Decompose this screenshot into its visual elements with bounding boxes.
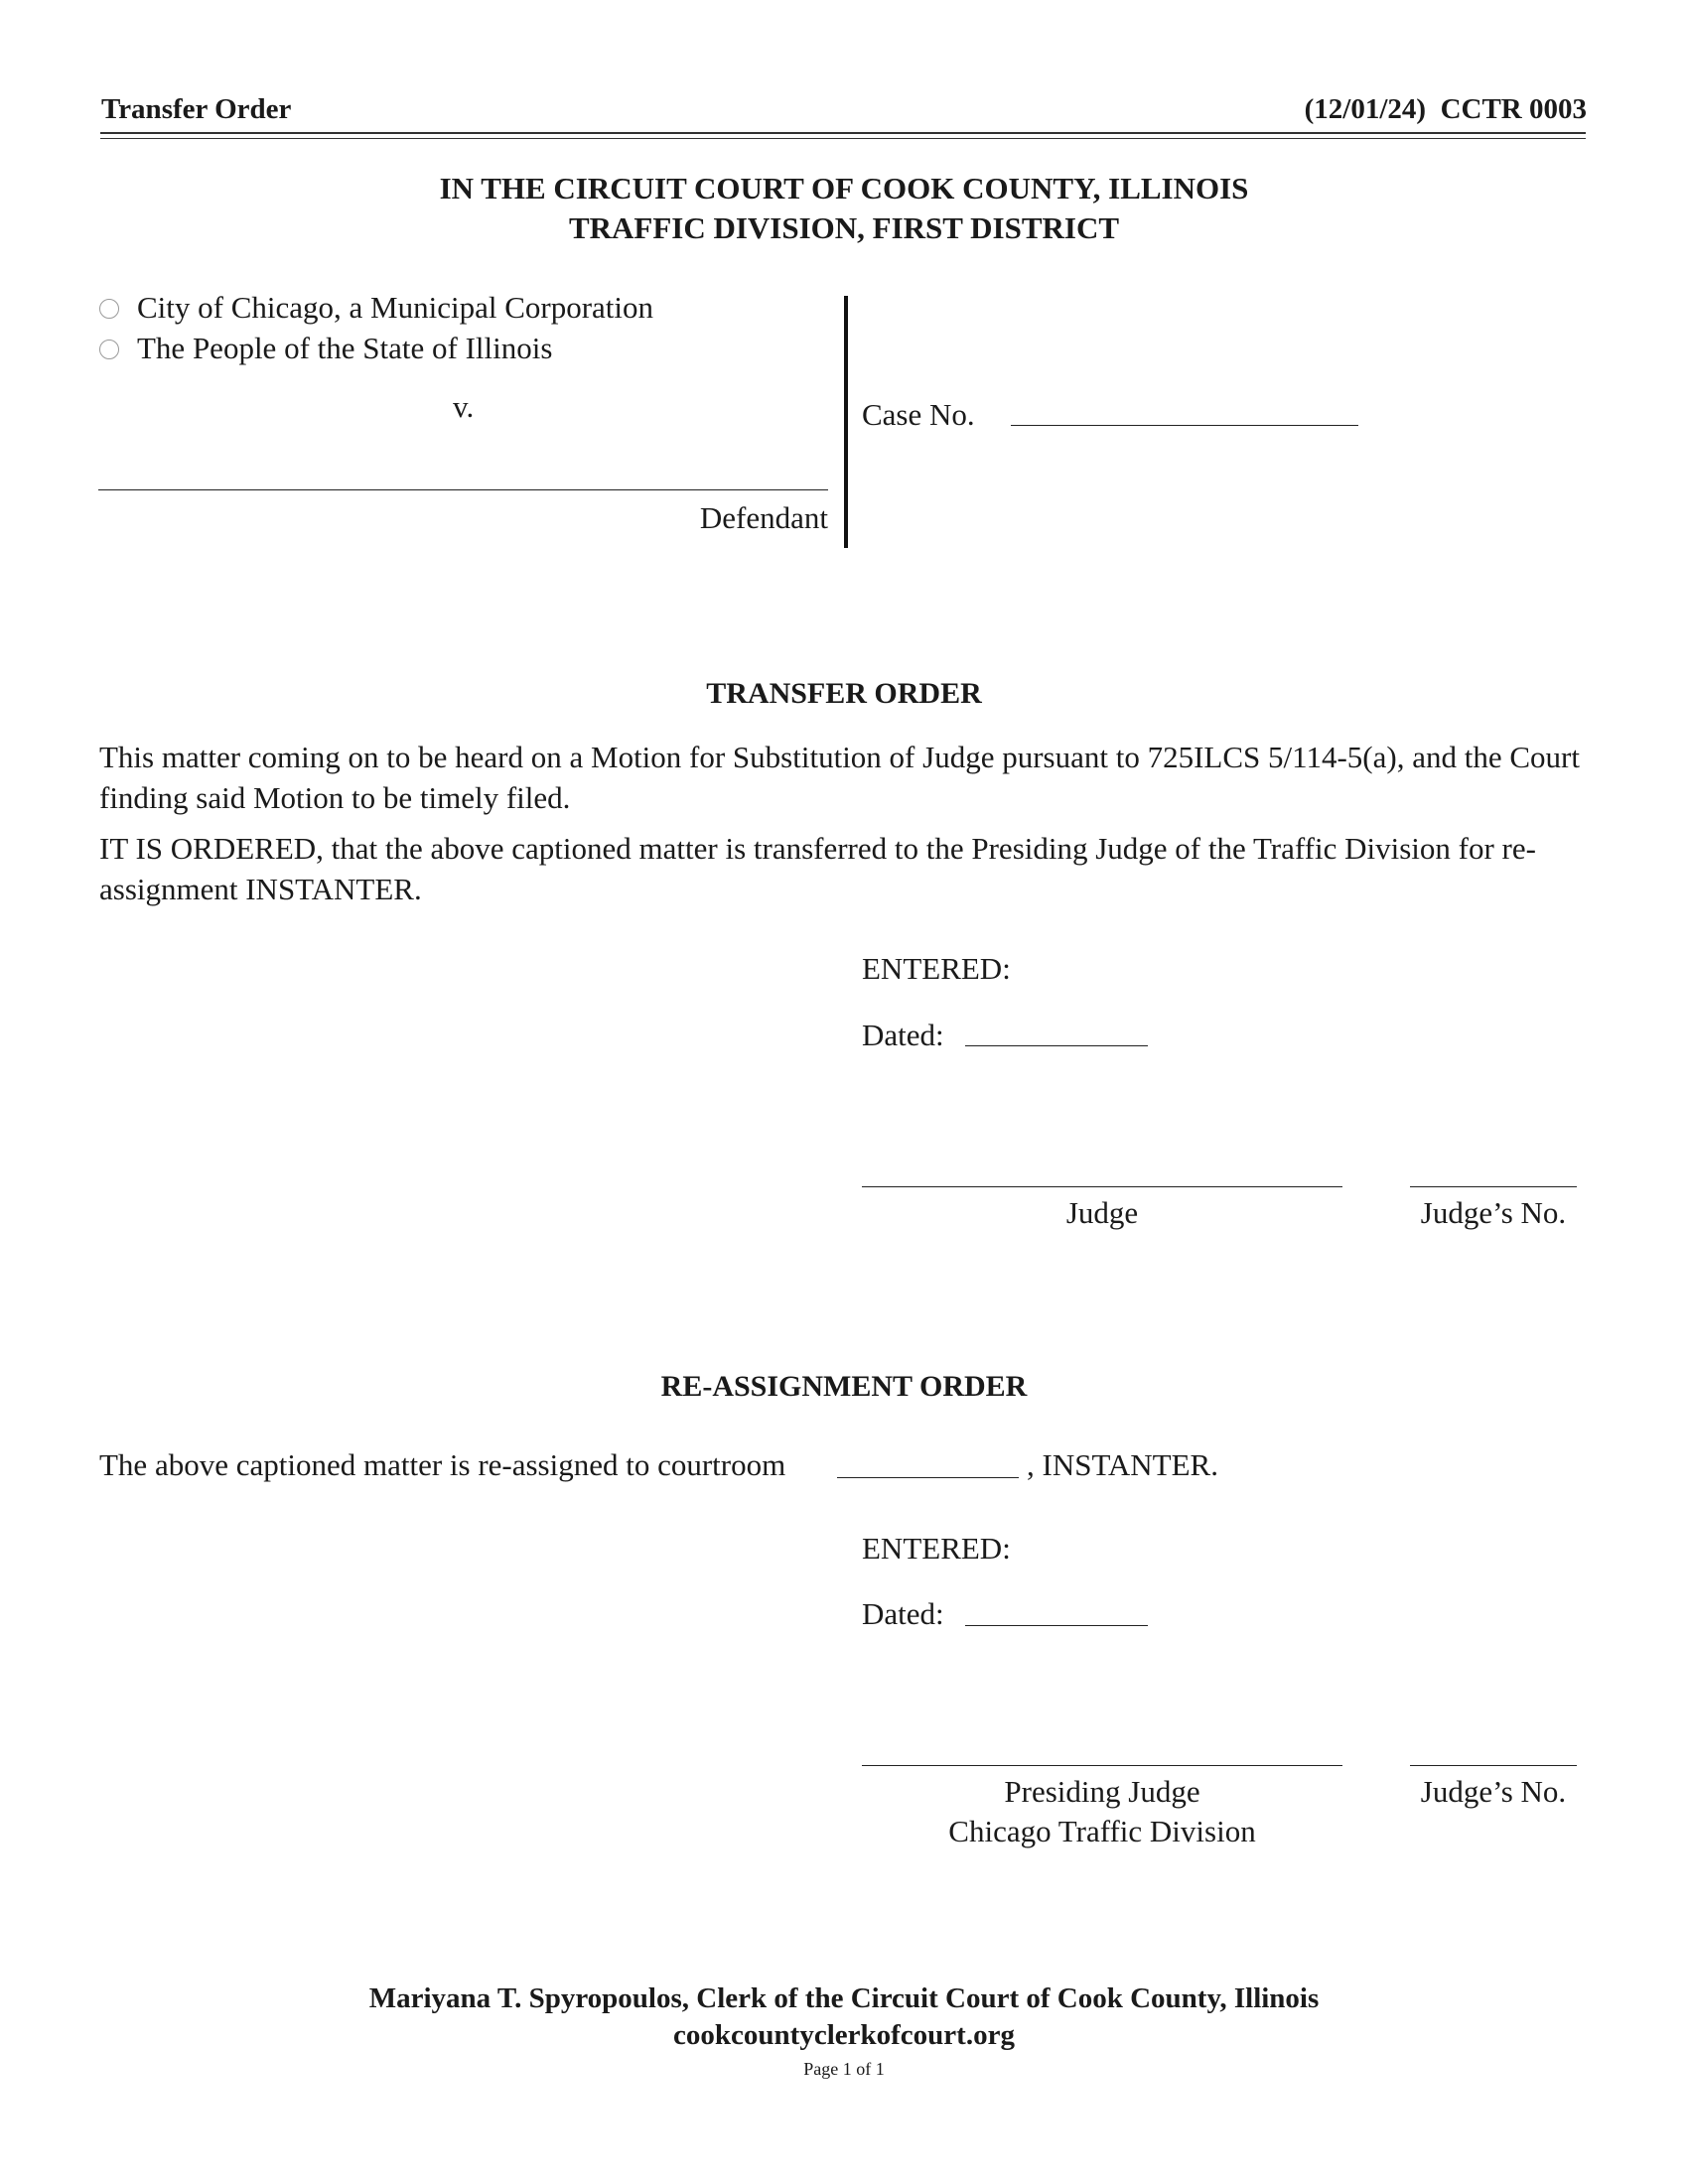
plaintiff-city-label: City of Chicago, a Municipal Corporation <box>137 290 654 325</box>
presiding-judge-no-label: Judge’s No. <box>1420 1774 1567 1809</box>
page-number: Page 1 of 1 <box>803 2059 885 2079</box>
transfer-paragraph-2: IT IS ORDERED, that the above captioned matter is transferred to the Presiding Judge of the Traffic Division for re-assignment INSTANTER. <box>99 831 1536 906</box>
form-code: (12/01/24) CCTR 0003 <box>1304 93 1587 125</box>
plaintiff-city-radio[interactable] <box>99 299 119 319</box>
judge-label: Judge <box>1065 1195 1139 1230</box>
reassignment-order-title: RE-ASSIGNMENT ORDER <box>660 1370 1028 1403</box>
traffic-division-label: Chicago Traffic Division <box>948 1814 1256 1848</box>
transfer-order-title: TRANSFER ORDER <box>706 677 982 710</box>
defendant-label: Defendant <box>699 500 828 535</box>
clerk-name: Mariyana T. Spyropoulos, Clerk of the Circuit Court of Cook County, Illinois <box>368 1982 1320 2014</box>
versus: v. <box>453 389 475 424</box>
reassign-entered-label: ENTERED: <box>862 1531 1011 1566</box>
court-division: TRAFFIC DIVISION, FIRST DISTRICT <box>568 210 1120 245</box>
clerk-website[interactable]: cookcountyclerkofcourt.org <box>673 2019 1015 2051</box>
judge-no-label: Judge’s No. <box>1420 1195 1567 1230</box>
plaintiff-people-radio[interactable] <box>99 340 119 359</box>
reassign-dated-label: Dated: <box>862 1596 944 1631</box>
form-name: Transfer Order <box>101 93 292 125</box>
reassignment-text-end: , INSTANTER. <box>1027 1447 1218 1482</box>
header-rule <box>100 132 1586 134</box>
judge-number-line[interactable] <box>1410 1186 1577 1187</box>
plaintiff-people-label: The People of the State of Illinois <box>137 331 553 365</box>
caption-divider <box>844 296 848 548</box>
judge-signature-line[interactable] <box>862 1186 1342 1187</box>
presiding-judge-signature-line[interactable] <box>862 1765 1342 1766</box>
case-no-label: Case No. <box>862 397 975 432</box>
transfer-dated-label: Dated: <box>862 1018 944 1052</box>
reassignment-text: The above captioned matter is re-assigned to courtroom <box>99 1447 786 1482</box>
presiding-judge-label: Presiding Judge <box>1004 1774 1200 1809</box>
presiding-judge-number-line[interactable] <box>1410 1765 1577 1766</box>
transfer-entered-label: ENTERED: <box>862 951 1011 986</box>
defendant-name-line[interactable] <box>98 489 828 490</box>
courtroom-line[interactable] <box>837 1477 1019 1478</box>
reassign-date-line[interactable] <box>965 1625 1148 1626</box>
court-name: IN THE CIRCUIT COURT OF COOK COUNTY, ILLINOIS <box>439 171 1249 205</box>
transfer-date-line[interactable] <box>965 1045 1148 1046</box>
transfer-paragraph-1: This matter coming on to be heard on a Motion for Substitution of Judge pursuant to 725ILCS 5/114-5(a), and the Court finding said Motion to be timely filed. <box>99 740 1580 815</box>
header-rule-thin <box>100 138 1586 139</box>
case-no-line[interactable] <box>1011 425 1358 426</box>
